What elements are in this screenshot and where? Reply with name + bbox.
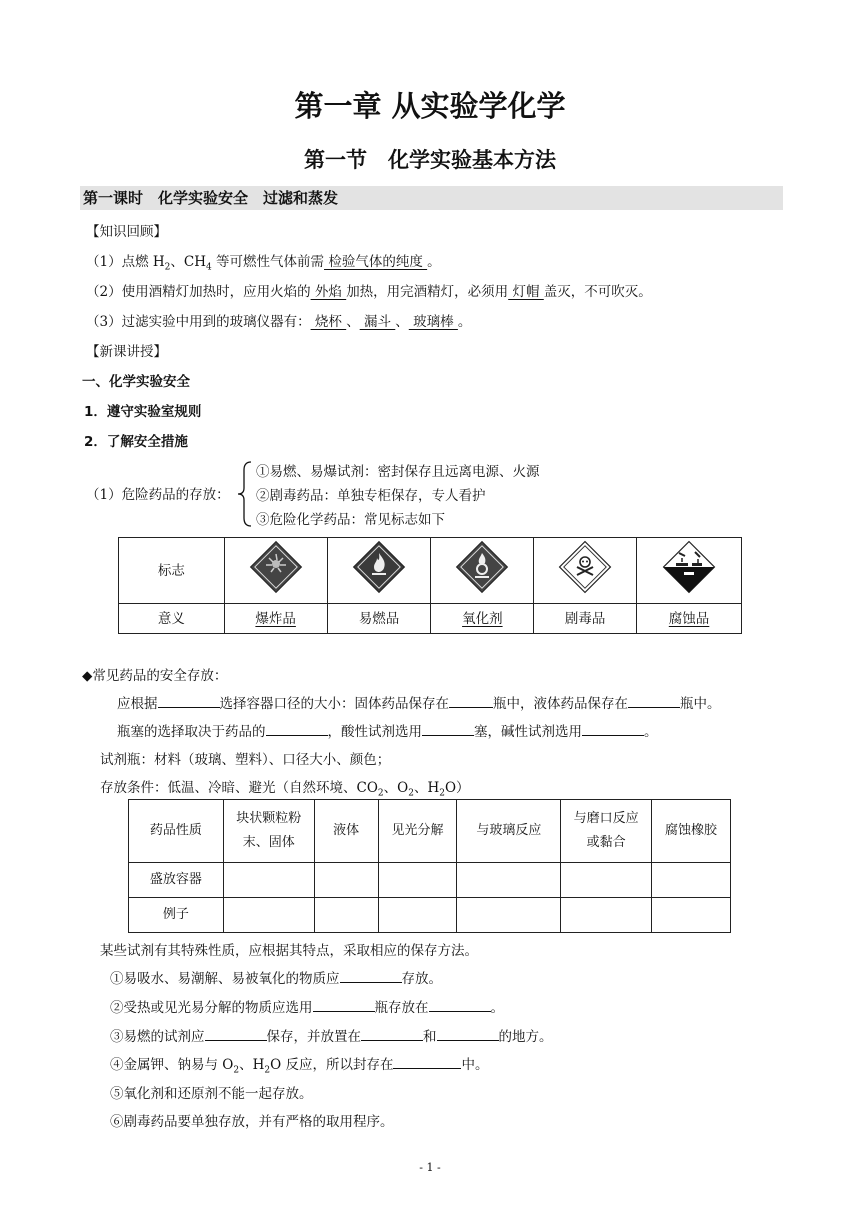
special-item-3: ③易燃的试剂应 保存，并放置在 和 的地方。 xyxy=(110,1029,553,1045)
oxidizer-icon xyxy=(455,540,509,594)
meaning-toxic: 剧毒品 xyxy=(564,610,606,627)
item1-heading: 1．遵守实验室规则 xyxy=(84,404,202,420)
hazard-sign-table xyxy=(118,537,742,634)
common-line-2: 瓶塞的选择取决于药品的 ，酸性试剂选用 塞，碱性试剂选用 。 xyxy=(117,724,658,740)
blank[interactable] xyxy=(205,1028,267,1041)
answer-q1: 检验气体的纯度 xyxy=(324,254,428,270)
sign-cell-flammable xyxy=(327,538,431,604)
special-item-4: ④金属钾、钠易与 $O_2$、$H_2O$ 反应，所以封存在 中。 xyxy=(110,1057,489,1076)
review-q1: （1）点燃 $H_2$、$CH_4$ 等可燃性气体前需 检验气体的纯度 。 xyxy=(86,254,441,273)
special-intro: 某些试剂有其特殊性质，应根据其特点，采取相应的保存方法。 xyxy=(100,943,478,959)
blank[interactable] xyxy=(361,1028,423,1041)
table-cell[interactable] xyxy=(223,898,314,933)
sign-cell-oxidizer xyxy=(431,538,534,604)
table-cell[interactable] xyxy=(314,898,378,933)
table-cell[interactable] xyxy=(457,898,561,933)
prop-header-property: 药品性质 xyxy=(129,800,224,863)
table-cell[interactable] xyxy=(378,898,457,933)
page-number: - 1 - xyxy=(419,1161,441,1174)
blank[interactable] xyxy=(158,695,220,708)
table-cell[interactable] xyxy=(223,863,314,898)
table-cell[interactable] xyxy=(652,898,731,933)
answer-q3-1: 烧杯 xyxy=(310,314,347,330)
corrosive-icon xyxy=(662,540,716,594)
sign-cell-toxic xyxy=(534,538,637,604)
storage-item-2: ②剧毒药品：单独专柜保存，专人看护 xyxy=(256,488,486,504)
new-lesson-heading: 【新课讲授】 xyxy=(86,344,167,360)
blank[interactable] xyxy=(449,695,493,708)
prop-header-rubber: 腐蚀橡胶 xyxy=(652,800,731,863)
prop-row-example: 例子 xyxy=(129,898,224,933)
special-item-6: ⑥剧毒药品要单独存放，并有严格的取用程序。 xyxy=(110,1114,394,1130)
meaning-explosive: 爆炸品 xyxy=(255,610,296,627)
blank[interactable] xyxy=(340,970,402,983)
table-cell[interactable] xyxy=(652,863,731,898)
sign-cell-explosive xyxy=(224,538,327,604)
prop-header-solid: 块状颗粒粉 末、固体 xyxy=(223,800,314,863)
prop-header-ground: 与磨口反应 或黏合 xyxy=(561,800,652,863)
explosive-icon xyxy=(249,540,303,594)
blank[interactable] xyxy=(437,1028,499,1041)
review-q2: （2）使用酒精灯加热时，应用火焰的 外焰 加热，用完酒精灯，必须用 灯帽 盖灭，不可吹灭。 xyxy=(86,284,652,300)
item2-heading: 2．了解安全措施 xyxy=(84,434,188,450)
blank[interactable] xyxy=(266,723,328,736)
lesson-title: 第一课时 化学实验安全 过滤和蒸发 xyxy=(80,186,783,210)
chapter-title: 第一章 从实验学化学 xyxy=(294,89,566,123)
table-cell[interactable] xyxy=(561,863,652,898)
part1-heading: 一、化学实验安全 xyxy=(82,374,190,390)
prop-header-glass: 与玻璃反应 xyxy=(457,800,561,863)
blank[interactable] xyxy=(422,723,474,736)
table-cell[interactable] xyxy=(457,863,561,898)
blank[interactable] xyxy=(628,695,680,708)
meaning-oxidizer: 氧化剂 xyxy=(462,610,503,627)
section-title: 第一节 化学实验基本方法 xyxy=(304,148,556,172)
sign-cell-corrosive xyxy=(637,538,742,604)
review-q3: （3）过滤实验中用到的玻璃仪器有： 烧杯 、 漏斗 、 玻璃棒 。 xyxy=(86,314,472,330)
answer-q3-3: 玻璃棒 xyxy=(408,314,458,330)
table-cell[interactable] xyxy=(378,863,457,898)
answer-q2-1: 外焰 xyxy=(310,284,347,300)
common-storage-heading: ◆常见药品的安全存放： xyxy=(82,668,228,684)
toxic-icon xyxy=(558,540,612,594)
prop-header-light: 见光分解 xyxy=(378,800,457,863)
meaning-row-label: 意义 xyxy=(119,604,225,634)
answer-q3-2: 漏斗 xyxy=(359,314,396,330)
prop-header-liquid: 液体 xyxy=(314,800,378,863)
answer-q2-2: 灯帽 xyxy=(508,284,544,300)
meaning-corrosive: 腐蚀品 xyxy=(668,610,710,627)
common-line-3: 试剂瓶：材料（玻璃、塑料）、口径大小、颜色； xyxy=(100,752,391,768)
table-cell[interactable] xyxy=(561,898,652,933)
common-line-4: 存放条件：低温、冷暗、避光（自然环境、$CO_2$、$O_2$、$H_2O$） xyxy=(100,780,470,799)
storage-label: （1）危险药品的存放： xyxy=(86,487,230,503)
storage-item-1: ①易燃、易爆试剂：密封保存且远离电源、火源 xyxy=(256,464,540,480)
storage-item-3: ③危险化学药品：常见标志如下 xyxy=(256,512,445,528)
table-cell[interactable] xyxy=(314,863,378,898)
blank[interactable] xyxy=(393,1056,461,1069)
blank[interactable] xyxy=(313,999,375,1012)
review-heading: 【知识回顾】 xyxy=(86,224,167,240)
blank[interactable] xyxy=(582,723,644,736)
blank[interactable] xyxy=(429,999,491,1012)
drug-property-table xyxy=(128,799,731,933)
curly-brace-icon xyxy=(236,460,254,528)
special-item-2: ②受热或见光易分解的物质应选用 瓶存放在 。 xyxy=(110,1000,504,1016)
sign-row-label: 标志 xyxy=(119,538,225,604)
prop-row-container: 盛放容器 xyxy=(129,863,224,898)
common-line-1: 应根据 选择容器口径的大小：固体药品保存在 瓶中，液体药品保存在 瓶中。 xyxy=(117,696,721,712)
flammable-icon xyxy=(352,540,406,594)
special-item-1: ①易吸水、易潮解、易被氧化的物质应 存放。 xyxy=(110,971,442,987)
special-item-5: ⑤氧化剂和还原剂不能一起存放。 xyxy=(110,1086,313,1102)
meaning-flammable: 易燃品 xyxy=(358,610,400,627)
